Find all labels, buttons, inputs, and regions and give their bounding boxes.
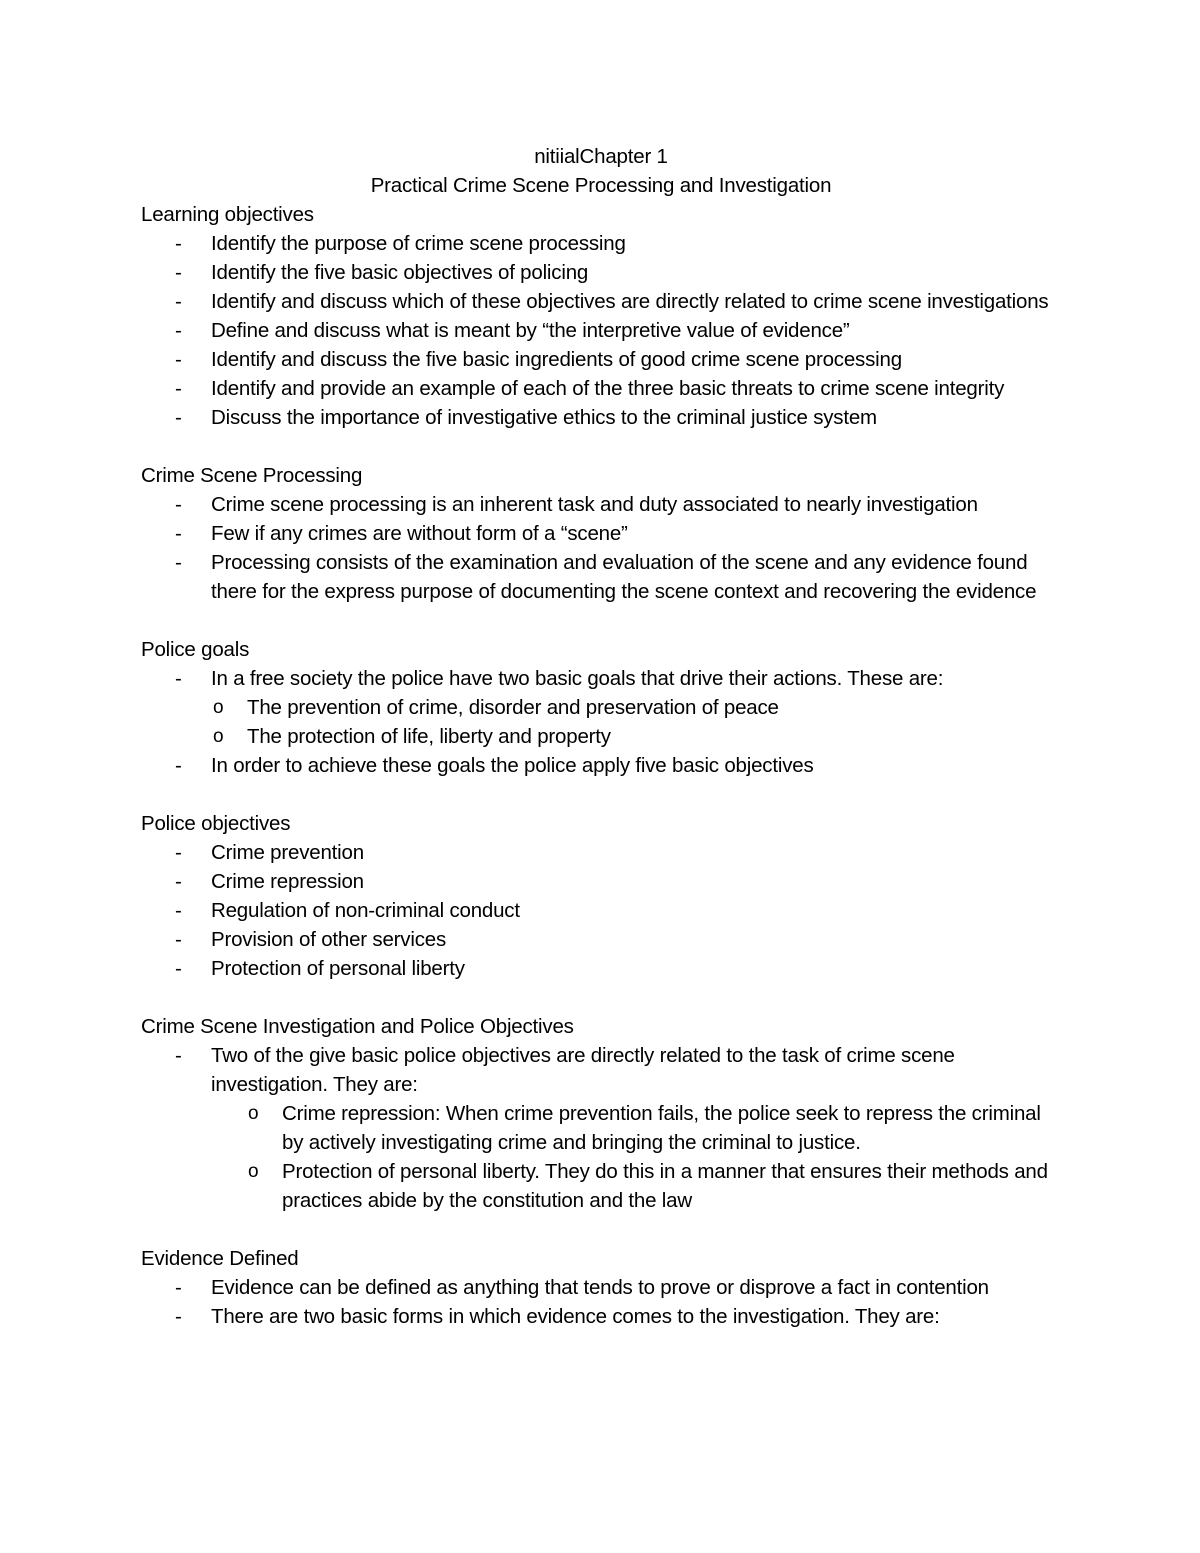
section-csi-and-police-objectives [141,1012,1061,1215]
bullet-list [141,1041,1061,1215]
list-item: - Crime scene processing is an inherent task and duty associated to nearly investigation [211,490,1061,519]
dash-marker: - [175,377,182,400]
circle-marker: o [248,1103,259,1124]
list-item: - Few if any crimes are without form of a “scene” [211,519,1061,548]
circle-marker: o [213,726,224,747]
dash-marker: - [175,754,182,777]
bullet-list [141,1273,1061,1331]
list-item: - Identify the five basic objectives of policing [211,258,1061,287]
section-heading: Police objectives [141,812,291,835]
section-police-objectives [141,809,1061,983]
chapter-subtitle: Practical Crime Scene Processing and Investigation [370,174,832,197]
dash-marker: - [175,870,182,893]
section-heading: Police goals [141,638,250,661]
list-item: - Two of the give basic police objectives are directly related to the task of crime scene investigation. They are: o Crime repression: When crime prevention fails, the police seek to repress the criminal by actively investigating crime and bringing the criminal to justice. o Protection of personal liberty. They do this in a manner that ensures their methods and practices abide by the constitution and the law [211,1041,1061,1215]
dash-marker: - [175,493,182,516]
list-item: - There are two basic forms in which evidence comes to the investigation. They are: [211,1302,1061,1331]
dash-marker: - [175,319,182,342]
list-item: - In order to achieve these goals the police apply five basic objectives [211,751,1061,780]
dash-marker: - [175,522,182,545]
dash-marker: - [175,667,182,690]
chapter-title: nitiialChapter 1 [534,145,668,168]
dash-marker: - [175,348,182,371]
list-item: - Crime repression [211,867,1061,896]
circle-marker: o [213,697,224,718]
bullet-list [141,229,1061,432]
dash-marker: - [175,1276,182,1299]
list-item: - Discuss the importance of investigative ethics to the criminal justice system [211,403,1061,432]
dash-marker: - [175,290,182,313]
section-heading: Learning objectives [141,203,314,226]
circle-marker: o [248,1161,259,1182]
list-item: - Identify and discuss which of these objectives are directly related to crime scene investigations [211,287,1061,316]
dash-marker: - [175,406,182,429]
list-item: - Provision of other services [211,925,1061,954]
sub-list-item: o Crime repression: When crime prevention fails, the police seek to repress the criminal by actively investigating crime and bringing the criminal to justice. [282,1099,1061,1157]
dash-marker: - [175,1305,182,1328]
dash-marker: - [175,957,182,980]
list-item: - Identify and provide an example of each of the three basic threats to crime scene integrity [211,374,1061,403]
list-item: - Identify and discuss the five basic ingredients of good crime scene processing [211,345,1061,374]
bullet-list [141,664,1061,780]
list-item: - In a free society the police have two basic goals that drive their actions. These are: o The prevention of crime, disorder and preservation of peace o The protection of life, liberty and property [211,664,1061,751]
dash-marker: - [175,232,182,255]
bullet-list [141,490,1061,606]
sub-bullet-list [211,693,1061,751]
section-evidence-defined [141,1244,1061,1331]
document-body [141,142,1061,1360]
dash-marker: - [175,1044,182,1067]
sub-list-item: o The protection of life, liberty and property [247,722,1061,751]
list-item: - Evidence can be defined as anything that tends to prove or disprove a fact in contention [211,1273,1061,1302]
section-police-goals [141,635,1061,780]
list-item: - Identify the purpose of crime scene processing [211,229,1061,258]
list-item: - Regulation of non-criminal conduct [211,896,1061,925]
dash-marker: - [175,899,182,922]
sub-list-item: o Protection of personal liberty. They do this in a manner that ensures their methods and practices abide by the constitution and the law [282,1157,1061,1215]
section-heading: Crime Scene Investigation and Police Objectives [141,1015,574,1038]
section-heading: Crime Scene Processing [141,464,363,487]
dash-marker: - [175,551,182,574]
section-heading: Evidence Defined [141,1247,299,1270]
section-learning-objectives [141,200,1061,432]
sub-list-item: o The prevention of crime, disorder and preservation of peace [247,693,1061,722]
bullet-list [141,838,1061,983]
list-item: - Processing consists of the examination and evaluation of the scene and any evidence found there for the express purpose of documenting the scene context and recovering the evidence [211,548,1061,606]
list-item: - Define and discuss what is meant by “the interpretive value of evidence” [211,316,1061,345]
section-crime-scene-processing [141,461,1061,606]
dash-marker: - [175,261,182,284]
sub-bullet-list [211,1099,1061,1215]
list-item: - Crime prevention [211,838,1061,867]
list-item: - Protection of personal liberty [211,954,1061,983]
dash-marker: - [175,928,182,951]
dash-marker: - [175,841,182,864]
